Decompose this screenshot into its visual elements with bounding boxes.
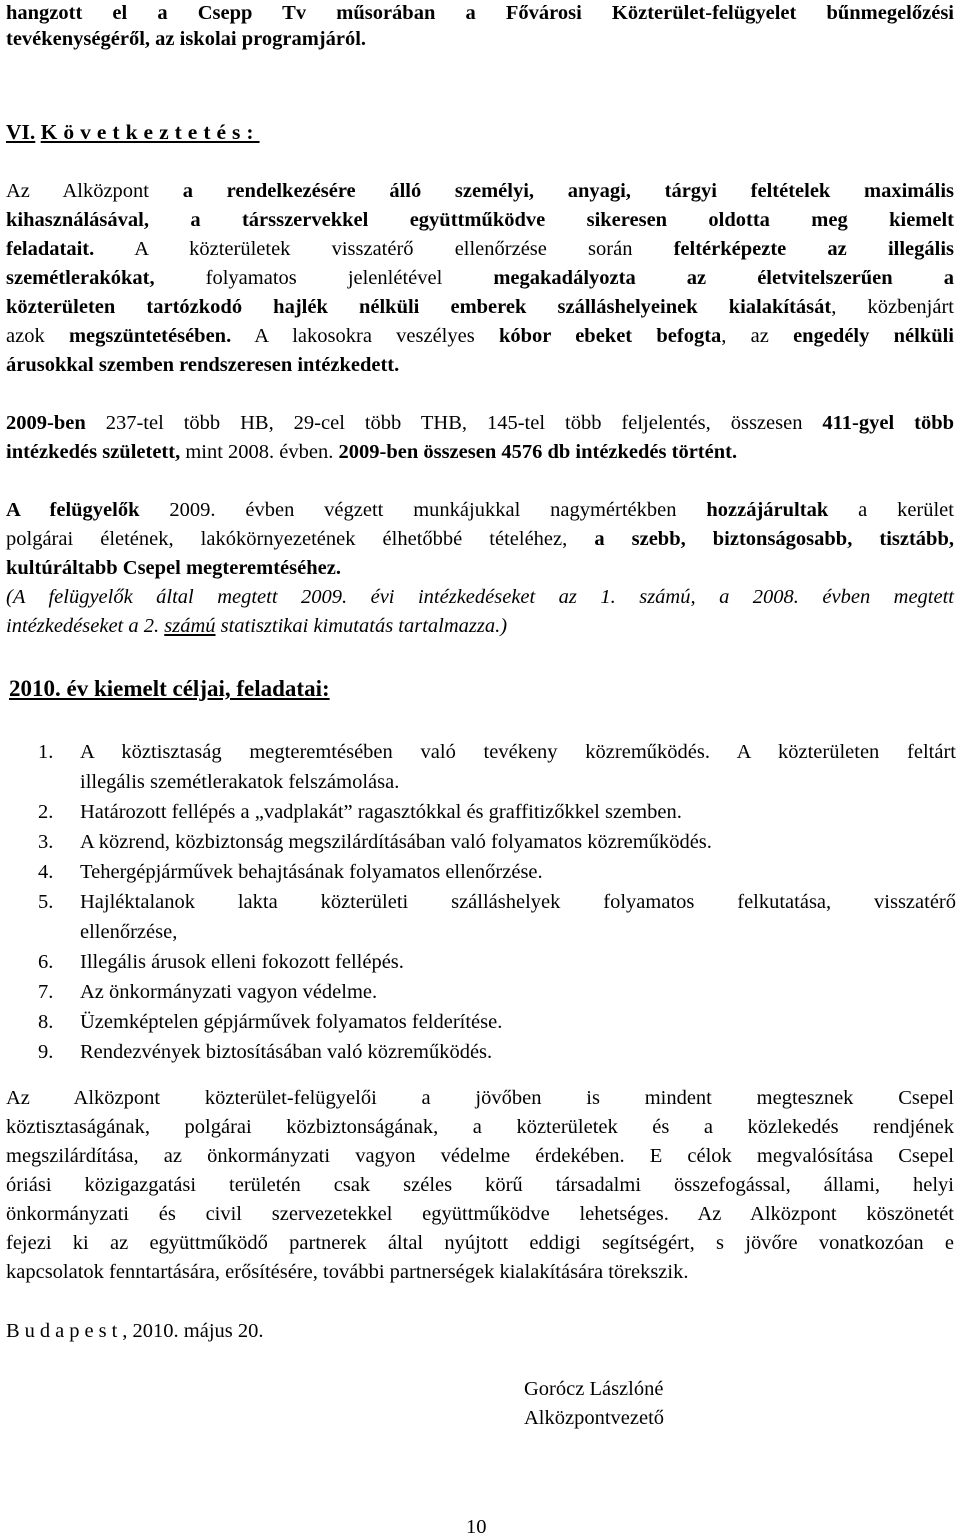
list-item (6, 797, 956, 827)
paragraph-1-line-5 (6, 294, 954, 320)
text-run: 2009. évben végzett munkájukkal nagymértékben (139, 499, 707, 521)
date-line (6, 1318, 954, 1344)
list-number: 5. (38, 891, 54, 913)
list-number: 2. (38, 801, 54, 823)
closing-line-3: megszilárdítása, az önkormányzati vagyon védelme érdekében. E célok megvalósítása Csepel (6, 1145, 954, 1167)
paragraph-1-line-3 (6, 236, 954, 262)
paragraph-1-line-6 (6, 323, 954, 349)
text-run: , az (721, 325, 794, 347)
list-number: 3. (38, 831, 54, 853)
list-text: Hajléktalanok lakta közterületi szálláshelyek folyamatos felkutatása, visszatérő (80, 891, 956, 913)
paragraph-2-line-2 (6, 439, 954, 465)
text-run: Az Alközpont (6, 180, 183, 202)
text-run-bold: közterületen tartózkodó hajlék nélküli emberek szálláshelyeinek kialakítását (6, 296, 832, 318)
text-run-bold: feltérképezte az illegális (673, 238, 954, 260)
section-number: VI. (6, 120, 36, 144)
paragraph-3-line-4: (A felügyelők által megtett 2009. évi intézkedéseket az 1. számú, a 2008. évben megtett (6, 586, 954, 608)
text-run: mint 2008. évben. (180, 441, 339, 463)
date-place: Budapest (6, 1320, 123, 1342)
list-number: 8. (38, 1011, 54, 1033)
text-run: azok (6, 325, 69, 347)
list-text: A közrend, közbiztonság megszilárdításában való folyamatos közreműködés. (80, 831, 712, 853)
list-item (6, 827, 956, 857)
list-text: Üzemképtelen gépjárművek folyamatos felderítése. (80, 1011, 503, 1033)
paragraph-2-line-1 (6, 410, 954, 436)
text-run-bold: feladatait. (6, 238, 95, 260)
text-run: 237-tel több HB, 29-cel több THB, 145-tel több feljelentés, összesen (85, 412, 823, 434)
closing-line-5: önkormányzati és civil szervezetekkel együttműködve lehetséges. Az Alközpont köszönetét (6, 1203, 954, 1225)
list-text: Illegális árusok elleni fokozott fellépés. (80, 951, 404, 973)
continued-line-1: hangzott el a Csepp Tv műsorában a Fővárosi Közterület-felügyelet bűnmegelőzési (6, 2, 954, 24)
text-run-bold: 411-gyel több (822, 412, 954, 434)
closing-line-4: óriási közigazgatási területén csak széles körű társadalmi összefogással, állami, helyi (6, 1174, 954, 1196)
text-run-bold: megszüntetésében. (68, 325, 232, 347)
text-run: , közbenjárt (831, 296, 954, 318)
paragraph-1-line-1 (6, 178, 954, 204)
text-run-bold: kóbor ebeket befogta (498, 325, 722, 347)
list-number: 4. (38, 861, 54, 883)
list-text: Rendezvények biztosításában való közreműködés. (80, 1041, 493, 1063)
list-item (6, 947, 956, 977)
paragraph-1-line-4 (6, 265, 954, 291)
section-title: Következtetés: (40, 120, 260, 144)
list-item (6, 1007, 956, 1037)
paragraph-1-line-7: árusokkal szemben rendszeresen intézkedett. (6, 354, 400, 376)
paragraph-3-line-5 (6, 613, 954, 639)
closing-line-6: fejezi ki az együttműködő partnerek által nyújtott eddigi segítségért, s jövőre vonatkozóan e (6, 1232, 954, 1254)
text-run-bold: intézkedés született, (6, 441, 181, 463)
list-text: Az önkormányzati vagyon védelme. (80, 981, 378, 1003)
list-number: 6. (38, 951, 54, 973)
paragraph-3-line-2 (6, 526, 954, 552)
signature-name: Gorócz Lászlóné (524, 1378, 664, 1400)
text-run-italic: statisztikai kimutatás tartalmazza.) (215, 615, 508, 637)
text-run-italic: intézkedéseket a 2. (6, 615, 165, 637)
text-run-underlined: számú (164, 615, 216, 637)
list-number: 1. (38, 741, 54, 763)
page-number: 10 (466, 1516, 487, 1538)
text-run: A lakosokra veszélyes (231, 325, 499, 347)
list-text-continued: illegális szemétlerakatok felszámolása. (80, 771, 400, 793)
list-text: Tehergépjárművek behajtásának folyamatos ellenőrzése. (80, 861, 543, 883)
list-number: 9. (38, 1041, 54, 1063)
list-item (6, 1037, 956, 1067)
signature-title: Alközpontvezető (524, 1407, 665, 1429)
text-run-bold: 2009-ben összesen 4576 db intézkedés történt. (338, 441, 738, 463)
text-run-bold: a rendelkezésére álló személyi, anyagi, tárgyi feltételek maximális (182, 180, 954, 202)
paragraph-3-line-1 (6, 497, 954, 523)
text-run: a kerület (828, 499, 954, 521)
list-item (6, 857, 956, 887)
date-value: , 2010. május 20. (122, 1320, 264, 1342)
list-text-continued: ellenőrzése, (80, 921, 178, 943)
goals-heading: 2010. év kiemelt céljai, feladatai: (9, 676, 330, 701)
text-run-bold: hozzájárultak (706, 499, 829, 521)
closing-line-2: köztisztaságának, polgárai közbiztonságának, a közterületek és a közlekedés rendjének (6, 1116, 954, 1138)
text-run-bold: engedély nélküli (793, 325, 954, 347)
list-item (6, 977, 956, 1007)
continued-line-2: tevékenységéről, az iskolai programjáról. (6, 28, 367, 50)
list-text: Határozott fellépés a „vadplakát” ragasztókkal és graffitizőkkel szemben. (80, 801, 682, 823)
text-run: A közterületek visszatérő ellenőrzése során (94, 238, 674, 260)
text-run-bold: megakadályozta az életvitelszerűen a (493, 267, 954, 289)
goals-list (6, 737, 956, 1067)
text-run-bold: 2009-ben (6, 412, 86, 434)
text-run-bold: a szebb, biztonságosabb, tisztább, (594, 528, 954, 550)
list-item (6, 737, 956, 797)
paragraph-1-line-2: kihasználásával, a társszervekkel együttműködve sikeresen oldotta meg kiemelt (6, 209, 954, 231)
text-run: polgárai életének, lakókörnyezetének élhetőbbé tételéhez, (6, 528, 595, 550)
paragraph-3-line-3: kultúráltabb Csepel megteremtéséhez. (6, 557, 341, 579)
section-heading (6, 119, 954, 145)
list-number: 7. (38, 981, 54, 1003)
text-run-bold: szemétlerakókat, (6, 267, 155, 289)
list-text: A köztisztaság megteremtésében való tevékeny közreműködés. A közterületen feltárt (80, 741, 956, 763)
closing-line-1: Az Alközpont közterület-felügyelői a jövőben is mindent megtesznek Csepel (6, 1087, 954, 1109)
closing-line-7: kapcsolatok fenntartására, erősítésére, további partnerségek kialakítására törekszik. (6, 1261, 689, 1283)
text-run-bold: A felügyelők (6, 499, 140, 521)
list-item (6, 887, 956, 947)
text-run: folyamatos jelenlétével (154, 267, 494, 289)
